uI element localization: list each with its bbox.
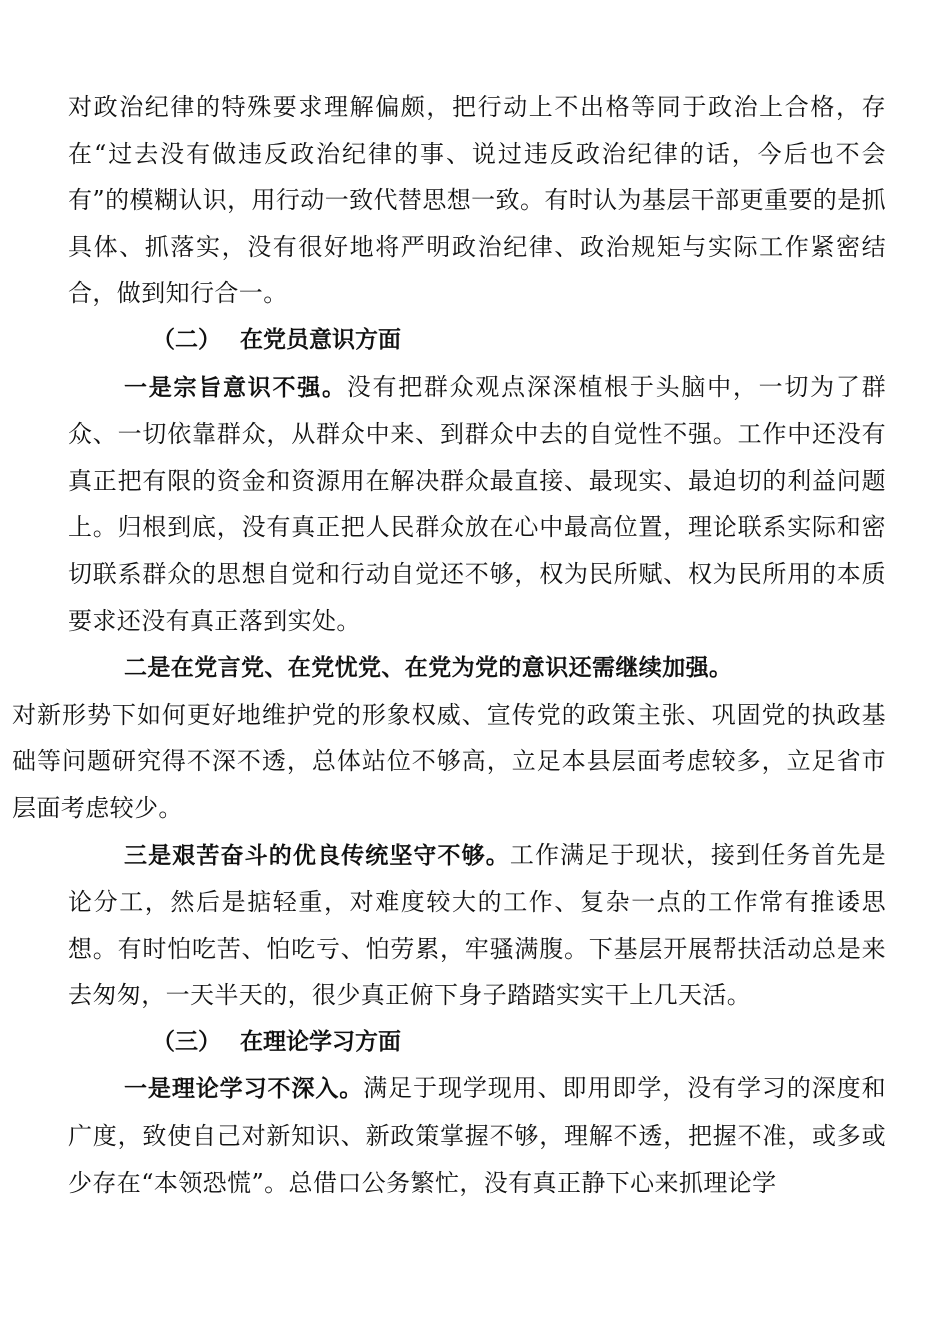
paragraph-purpose-awareness	[68, 364, 886, 645]
paragraph-text: 工作满足于现状，接到任务首先是论分工，然后是掂轻重，对难度较大的工作、复杂一点的工作常有推诿思想。有时怕吃苦、怕吃亏、怕劳累，牢骚满腹。下基层开展帮扶活动总是来去匆匆，一天半天的，很少真正俯下身子踏踏实实干上几天活。	[68, 840, 886, 1010]
paragraph-text: 对新形势下如何更好地维护党的形象权威、宣传党的政策主张、巩固党的执政基础等问题研究得不深不透，总体站位不够高，立足本县层面考虑较多，立足省市层面考虑较少。	[12, 700, 886, 822]
paragraph-theory-study	[68, 1065, 886, 1206]
paragraph-lead: 一是宗旨意识不强。	[124, 374, 347, 401]
section-title: 在党员意识方面	[240, 326, 401, 353]
paragraph-political-discipline: 对政治纪律的特殊要求理解偏颇，把行动上不出格等同于政治上合格，存在“过去没有做违反政治纪律的事、说过违反政治纪律的话，今后也不会有”的模糊认识，用行动一致代替思想一致。有时认为基层干部更重要的是抓具体、抓落实，没有很好地将严明政治纪律、政治规矩与实际工作紧密结合，做到知行合一。	[68, 93, 886, 308]
document-body	[12, 84, 886, 1206]
paragraph-text: 没有把群众观点深深植根于头脑中，一切为了群众、一切依靠群众，从群众中来、到群众中去的自觉性不强。工作中还没有真正把有限的资金和资源用在解决群众最直接、最现实、最迫切的利益问题上。归根到底，没有真正把人民群众放在心中最高位置，理论联系实际和密切联系群众的思想自觉和行动自觉还不够，权为民所赋、权为民所用的本质要求还没有真正落到实处。	[68, 372, 886, 635]
paragraph-hard-work-tradition	[68, 832, 886, 1019]
paragraph-lead: 三是艰苦奋斗的优良传统坚守不够。	[124, 842, 510, 869]
section-title: 在理论学习方面	[240, 1028, 401, 1055]
paragraph-lead: 二是在党言党、在党忧党、在党为党的意识还需继续加强。	[124, 655, 733, 682]
section-number: （二）	[152, 326, 221, 353]
section-heading-theory-study	[68, 1019, 886, 1066]
section-number: （三）	[152, 1028, 221, 1055]
section-heading-party-awareness	[68, 317, 886, 364]
paragraph-text: 满足于现学现用、即用即学，没有学习的深度和广度，致使自己对新知识、新政策掌握不够，理解不透，把握不准，或多或少存在“本领恐慌”。总借口公务繁忙，没有真正静下心来抓理论学	[68, 1074, 886, 1197]
paragraph-lead: 一是理论学习不深入。	[124, 1076, 364, 1103]
paragraph-party-consciousness	[12, 644, 886, 831]
